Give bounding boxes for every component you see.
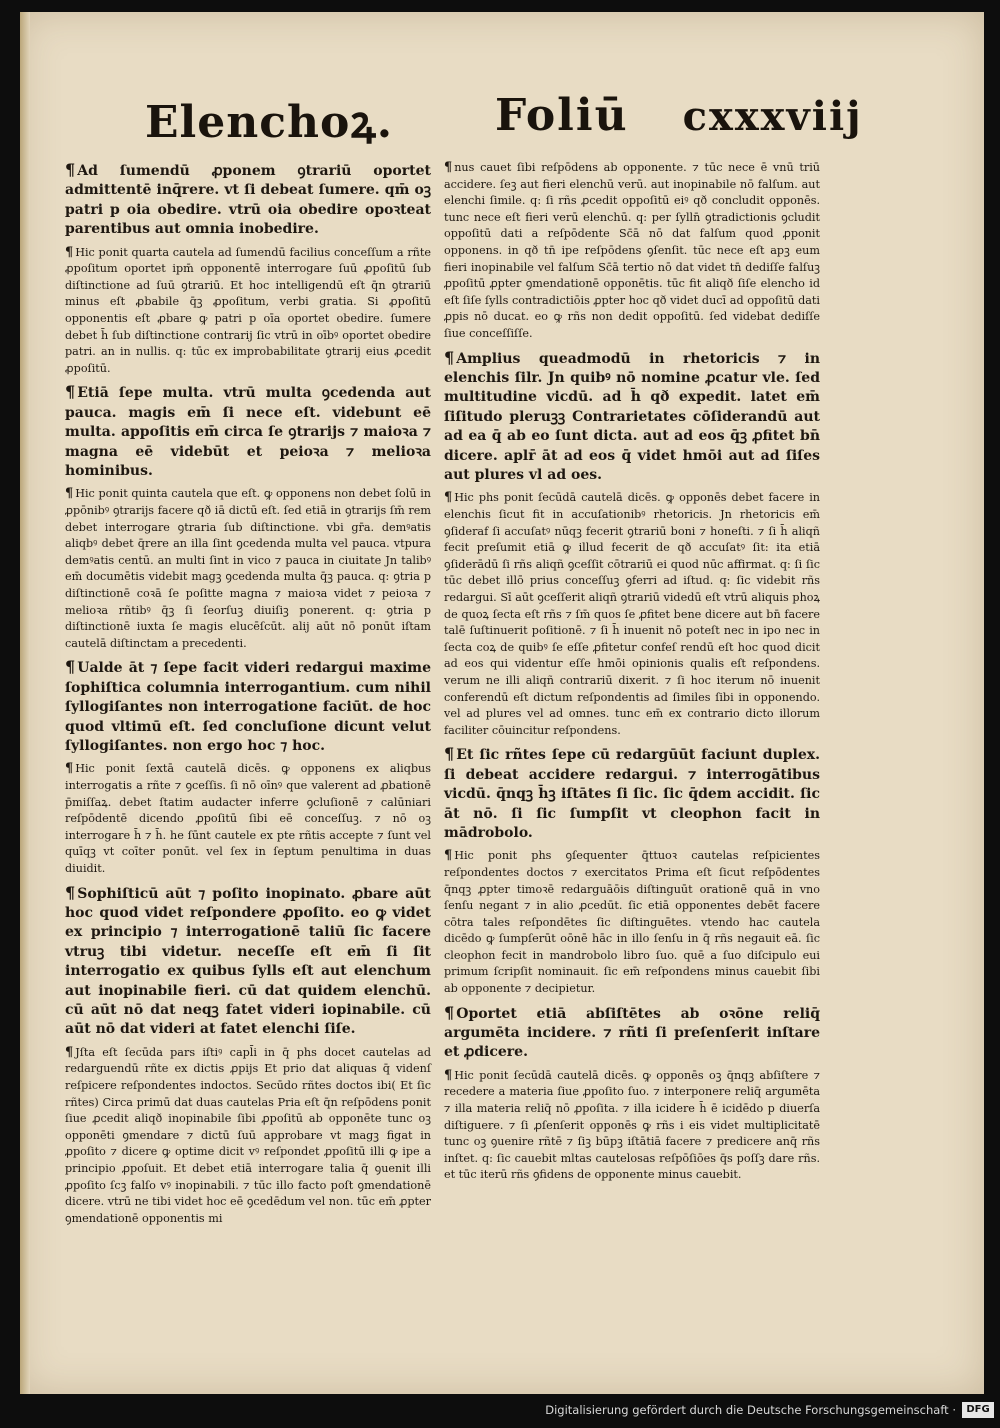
- page-edge: [20, 12, 30, 1394]
- folio-label: [495, 90, 863, 141]
- commentary-paragraph: [65, 1045, 431, 1228]
- paragraph-text: Amplius queadmodū in rhetoricis ⁊ in elenchis ſilr. Jn quibꝰ nō nomine ꝓcatur vle. ſed multitudine vicdū. ad h̄ qð expedit. latet em̄ ſiſitudo pleruꝫꝫ Contrarietates cōſiderandū aut ad ea q̄ ab eo ſunt dicta. aut ad eos q̄ꝫ ꝓfitet bn̄ dicere. aplr̄ āt ad eos q̄ videt hmōi aut ad ſiſes aut plures vl ad oes.: [444, 350, 820, 483]
- paragraph-text: Ualde āt ⁊ ſepe facit videri redargui maxime ſophiſtica columnia interrogantium. cum nihil ſyllogiſantes non interrogatione faciūt. de hoc quod vltimū eſt. ſed concluſione dicunt velut ſyllogiſantes. non ergo hoc ⁊ hoc.: [65, 660, 431, 754]
- paragraph-mark-icon: ¶: [444, 490, 453, 506]
- paragraph-text: Hic ponit quinta cautela que eſt. ꝙ opponens non debet ſolū in ꝓpōnibꝰ ꝯtrarijs facere qð iā dictū eſt. ſed etiā in ꝯtrarijs ſm̄ rem debet interrogare ꝯtraria ſub diſtinctione. vbi gr̄a. demꝰatis aliqbꝰ debet q̄rere an illa ſint ꝯcedenda multa vel pauca. vtpura demꝰatis centū. an multi ſint in vico ⁊ pauca in ciuitate Jn talibꝰ em̄ documētis videbit magꝫ ꝯcedenda multa q̄ꝫ pauca. q: ꝯtria p diſtinctionē coꝛā ſe poſitte magna ⁊ maioꝛa videt ⁊ peioꝛa ⁊ melioꝛa rñtibꝰ q̄ꝫ ſi ſeorſuꝫ diuiſiꝫ ponerent. q: ꝯtria p diſtinctionē iuxta ſe magis elucēſcūt. alij aūt nō ponūt iſtam cautelā diſtinctam a precedenti.: [65, 487, 431, 650]
- paragraph-text: Hic ponit ſextā cautelā dicēs. ꝙ opponens ex aliqbus interrogatis a rñte ⁊ ꝯceſſis. ſi nō oīnꝰ que valerent ad ꝓbationē p̄miſſaꝝ. debet ſtatim audacter inferre ꝯcluſionē ⁊ calūniari reſpōdentē dicendo ꝓpoſitū ſibi eē conceſſuꝫ. ⁊ nō oꝫ interrogare h̄ ⁊ h̄. he ſūnt cautele ex pte rñtis accepte ⁊ ſunt vel quīqꝫ vt coīter ponūt. vel ſex in ſeptum penultima in duas diuidit.: [65, 762, 431, 875]
- lemma-paragraph: [65, 160, 431, 240]
- dfg-logo: DFG: [962, 1402, 994, 1418]
- paragraph-mark-icon: ¶: [65, 244, 74, 260]
- running-title: Elenchoꝝ.: [145, 97, 394, 148]
- paragraph-mark-icon: ¶: [444, 160, 453, 175]
- commentary-paragraph: [444, 848, 820, 997]
- paragraph-mark-icon: ¶: [65, 1044, 74, 1060]
- lemma-paragraph: [444, 348, 820, 486]
- folio-word: Foliū: [495, 90, 629, 141]
- commentary-paragraph: [65, 761, 431, 877]
- commentary-paragraph: [65, 486, 431, 652]
- paragraph-mark-icon: ¶: [65, 657, 76, 677]
- lemma-paragraph: [444, 1003, 820, 1063]
- paragraph-mark-icon: ¶: [444, 744, 455, 764]
- commentary-paragraph: [65, 245, 431, 378]
- paragraph-mark-icon: ¶: [65, 382, 76, 402]
- lemma-paragraph: [65, 657, 431, 756]
- paragraph-text: Jſta eſt ſecūda pars iſtiꝰ capl̄i in q̄ phs docet cautelas ad redarguendū rñte ex dictis ꝓpijs Et prio dat aliquas q̄ videnſ reſpicere reſpondentes indoctos. Secūdo rñtes doctos ibi( Et ſic rñtes) Circa primū dat duas cautelas Pria eſt q̄n reſpōdens ponit ſiue ꝓcedit aliqð inopinabile ſibi ꝓpoſitū ab opponēte tunc oꝫ opponēti ꝯmendare ⁊ dictū ſuū approbare vt magꝫ figat in ꝓpoſito ⁊ dicere ꝙ optime dicit vꝰ reſpondet ꝓpoſitū illi ꝙ ipe a principio ꝓpoſuit. Et debet etiā interrogare talia q̄ ꝯuenit illi ꝓpoſito ſcꝫ falſo vꝰ inopinabili. ⁊ tūc illo facto poſt ꝯmendationē dicere. vtrū ne tibi videt hoc eē ꝯcedēdum vel non. tūc em̄ ꝓpter ꝯmendationē opponentis mi: [65, 1045, 431, 1225]
- lemma-paragraph: [444, 744, 820, 843]
- funding-credit: Digitalisierung gefördert durch die Deutsche Forschungsgemeinschaft ·: [545, 1403, 956, 1417]
- book-page: [20, 12, 984, 1394]
- paragraph-text: Et ſic rñtes ſepe cū redargūūt faciunt duplex. ſi debeat accidere redargui. ⁊ interrogātibus vicdū. q̄nqꝫ h̄ꝫ iſtātes ſi ſic. ſic q̄dem accidit. ſic āt nō. ſi ſic ſumpſit vt cleophon facit in mādrobolo.: [444, 747, 820, 841]
- paragraph-text: Etiā ſepe multa. vtrū multa ꝯcedenda aut pauca. magis em̄ ſi nece eſt. videbunt eē multa. appoſitis em̄ circa ſe ꝯtrarijs ⁊ maioꝛa ⁊ magna eē videbūt et peioꝛa ⁊ melioꝛa hominibus.: [65, 385, 431, 479]
- paragraph-text: Hic ponit quarta cautela ad ſumendū facilius conceſſum a rñte ꝓpoſitum oportet ipm̄ opponentē interrogare ſuū ꝓpoſitū ſub diſtinctione ad ſuū ꝯtrariū. Et hoc intelligendū eſt q̄n ꝯtrariū minus eſt ꝓbabile q̄ꝫ ꝓpoſitum, verbi gratia. Si ꝓpoſitū opponentis eſt ꝓbare ꝙ patri p oīa oportet obedire. ſumere debet h̄ ſub diſtinctione contrarij ſic vtrū in oībꝰ oportet obedire patri. an in nullis. q: tūc ex improbabilitate ꝯtrarij eius ꝓcedit ꝓpoſitū.: [65, 245, 431, 375]
- paragraph-mark-icon: ¶: [444, 347, 455, 367]
- commentary-paragraph: [444, 1068, 820, 1184]
- viewer-footer: [0, 1394, 1000, 1428]
- paragraph-text: Oportet etiā abſiſtētes ab oꝛōne reliq̄ argumēta incidere. ⁊ rñti ſi preſenſerit inſtare et ꝓdicere.: [444, 1005, 820, 1061]
- paragraph-text: nus cauet ſibi reſpōdens ab opponente. ⁊ tūc nece ē vnū triū accidere. ſeꝫ aut fieri elenchū verū. aut inopinabile nō falſum. aut elenchi ſimile. q: ſi rñs ꝓcedit oppoſitū eiꝰ qð concludit opponēs. tunc nece eſt fieri verū elenchū. q: per ſylln̄ ꝯtradictionis ꝯcludit oppoſitū dati a reſpōdente Sc̄ā nō dat falſum quod ꝓponit opponens. in qð tn̄ ipe reſpōdens ꝯſenſit. tūc nece eſt apꝫ eum fieri inopinabile vel falſum Sc̄ā tertio nō dat videt tn̄ dediſſe falſuꝫ ꝓpoſitū ꝓpter ꝯmendationē opponētis. tūc fit aliqð ſiſe elencho id eſt ſiſe ſylls contradictiōis ꝓpter hoc qð videt ducī ad oppoſitū dati ꝓpis nō ducat. eo ꝙ rñs non dedit oppoſitū. ſed videbat dediſſe ſiue conceſſiſſe.: [444, 161, 820, 340]
- paragraph-text: Sophiſticū aūt ⁊ poſito inopinato. ꝓbare aūt hoc quod videt reſpondere ꝓpoſito. eo ꝙ videt ex principio ⁊ interrogationē taliū ſic facere vtruꝫ tibi videtur. neceſſe eſt em̄ ſi ſit interrogatio ex quibus ſylls eſt aut elenchum aut inopinabile fieri. cū dat quidem elenchū. cū aūt nō dat neqꝫ fatet videri iopinabile. cū aūt nō dat videri at fatet elenchi ſiſe.: [65, 885, 431, 1038]
- paragraph-text: Hic phs ponit ſecūdā cautelā dicēs. ꝙ opponēs debet facere in elenchis ſicut fit in accuſationibꝰ rhetoricis. Jn rhetoricis em̄ ꝯſideraf ſi accuſatꝰ nūqꝫ fecerit ꝯtrariū boni ⁊ honeſti. ⁊ ſi h̄ aliqñ fecit preſumit etiā ꝙ illud fecerit de qð accuſatꝰ ſit: ita etiā ꝯſiderādū ſi rñs aliqñ ꝯceſſit cōtrariū ei quod nūc affirmat. q: ſi ſic tūc debet illō prius conceſſuꝫ ꝯferri ad iſtud. q: ſic videbit rñs redargui. Sī aūt ꝯceſſerit aliqñ ꝯtrariū videdū eſt vtrū aliquis phoꝝ de quoꝝ ſecta eſt rñs ⁊ ſm̄ quos ſe ꝓfitet bene dicere aut bn̄ facere talē ſuſtinuerit poſitionē. ⁊ ſi h̄ inuenit nō poteſt nec in ipo nec in ſecta coꝝ de quibꝰ ſe eſſe ꝓfitetur confeſ rendū eſt hoc quod dicit ad eos qui videntur eſſe hmōi opinionis qualis eſt reſpondens. verum ne illi aliqñ contrariū dixerit. ⁊ ſi hoc iterum nō inuenit conferendū eſt dictum reſpondentis ad ſimiles ſibi in opponendo. vel ad plures vel ad omnes. tunc em̄ ex contrario dicto illorum faciliter cōuincitur reſpondens.: [444, 491, 820, 737]
- page-header: [20, 90, 984, 170]
- left-text-column: [65, 160, 431, 1232]
- lemma-paragraph: [65, 883, 431, 1040]
- paragraph-text: Hic ponit phs ꝯſequenter q̄ttuoꝛ cautelas reſpicientes reſpondentes doctos ⁊ exercitatos Prima eſt ſicut reſpōdentes q̄nqꝫ ꝓpter timoꝛē redarguāōis diſtinguūt orationē quā in vno ſenſu negant ⁊ in alio ꝓcedūt. ſic etiā opponentes debēt facere cōtra tales reſpondētes ſic diſtinguētes. vtendo hac cautela dicēdo ꝙ ſumpſerūt oōnē hāc in illo ſenſu in q̄ rñs negauit eā. ſic cleophon fecit in mandrobolo libro ſuo. quē a ſuo diſcipulo eui primum ſcripſit nominauit. ſic em̄ reſpondens minus cauebit ſibi ab opponente ⁊ decipietur.: [444, 849, 820, 996]
- commentary-paragraph: [444, 490, 820, 739]
- paragraph-text: Hic ponit ſecūdā cautelā dicēs. ꝙ opponēs oꝫ q̄nqꝫ abſiſtere ⁊ recedere a materia ſiue ꝓpoſito ſuo. ⁊ interponere reliq̄ argumēta ⁊ illa materia reliq̄ nō ꝓpoſita. ⁊ illa icidere h̄ ē icidēdo p diuerſa diſtiguere. ⁊ ſi ꝓſenſerit opponēs ꝙ rñs i eis videt multiplicitatē tunc oꝫ ꝯuenire rñtē ⁊ ſiꝫ būpꝫ iſtātiā facere ⁊ predicere anq̄ rñs inſtet. q: ſic cauebit mltas cautelosas reſpōſiōes q̄s poſſꝫ dare rñs. et tūc iterū rñs ꝯfidens de opponente minus cauebit.: [444, 1068, 820, 1182]
- paragraph-mark-icon: ¶: [65, 160, 76, 179]
- lemma-paragraph: [65, 382, 431, 481]
- paragraph-mark-icon: ¶: [65, 486, 74, 502]
- paragraph-text: Ad ſumendū ꝓponem ꝯtrariū oportet admittentē inq̄rere. vt ſi debeat ſumere. qm̄ oꝫ patri p oia obedire. vtrū oia obedire opoꝛteat parentibus aut omnia inobedire.: [65, 163, 431, 238]
- folio-number: cxxxviij: [682, 93, 863, 140]
- paragraph-mark-icon: ¶: [444, 848, 453, 864]
- paragraph-mark-icon: ¶: [65, 882, 76, 902]
- commentary-paragraph: [444, 160, 820, 343]
- paragraph-mark-icon: ¶: [444, 1002, 455, 1022]
- paragraph-mark-icon: ¶: [65, 761, 74, 777]
- paragraph-mark-icon: ¶: [444, 1067, 453, 1083]
- right-text-column: [444, 160, 820, 1189]
